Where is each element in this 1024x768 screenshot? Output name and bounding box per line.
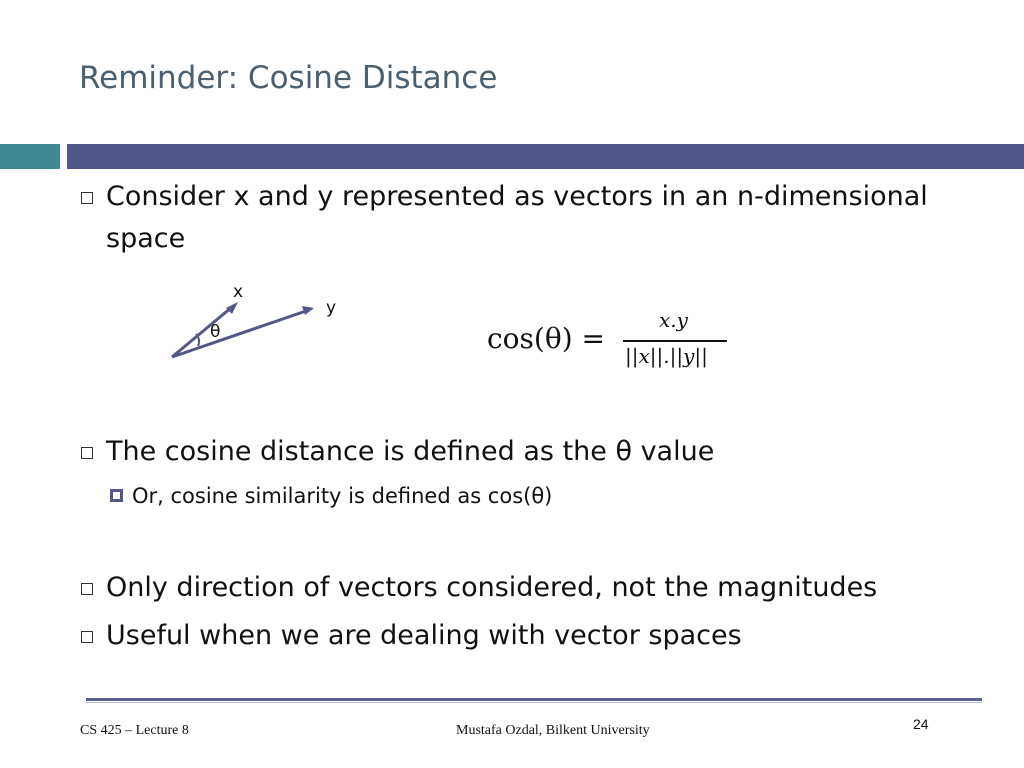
cosine-formula bbox=[487, 308, 747, 380]
sub-bullet: Or, cosine similarity is defined as cos(θ) bbox=[132, 484, 553, 508]
bullet-marker bbox=[81, 631, 93, 643]
theta-label: θ bbox=[210, 322, 221, 342]
vector-y-label: y bbox=[326, 298, 337, 318]
vector-y-line bbox=[172, 311, 306, 357]
bullet-1-line-2: space bbox=[106, 223, 186, 254]
bullet-marker bbox=[81, 192, 93, 204]
fraction-bar bbox=[623, 340, 727, 342]
bullet-1-line-1: Consider x and y represented as vectors in an n-dimensional bbox=[106, 181, 928, 212]
footer-course: CS 425 – Lecture 8 bbox=[80, 723, 189, 738]
sub-bullet-marker bbox=[110, 489, 123, 502]
vector-y-arrowhead bbox=[302, 306, 314, 315]
vector-diagram bbox=[160, 280, 360, 370]
header-band-purple bbox=[67, 144, 1024, 169]
bullet-4: Useful when we are dealing with vector spaces bbox=[106, 620, 742, 651]
vector-x-label: x bbox=[233, 282, 244, 302]
formula-lhs: cos(θ) = bbox=[487, 322, 605, 355]
bullet-marker bbox=[81, 583, 93, 595]
formula-denominator: ||x||.||y|| bbox=[625, 344, 708, 368]
bullet-3: Only direction of vectors considered, not the magnitudes bbox=[106, 572, 878, 603]
footer-divider bbox=[86, 698, 982, 701]
page-number: 24 bbox=[913, 716, 929, 732]
footer-divider-shadow bbox=[86, 702, 982, 703]
slide-title: Reminder: Cosine Distance bbox=[79, 60, 498, 96]
vector-x-line bbox=[172, 307, 232, 357]
header-band-teal bbox=[0, 144, 60, 169]
footer-author: Mustafa Ozdal, Bilkent University bbox=[456, 723, 650, 738]
bullet-2: The cosine distance is defined as the θ value bbox=[106, 436, 715, 467]
bullet-marker bbox=[81, 447, 93, 459]
formula-numerator: x.y bbox=[659, 308, 688, 332]
